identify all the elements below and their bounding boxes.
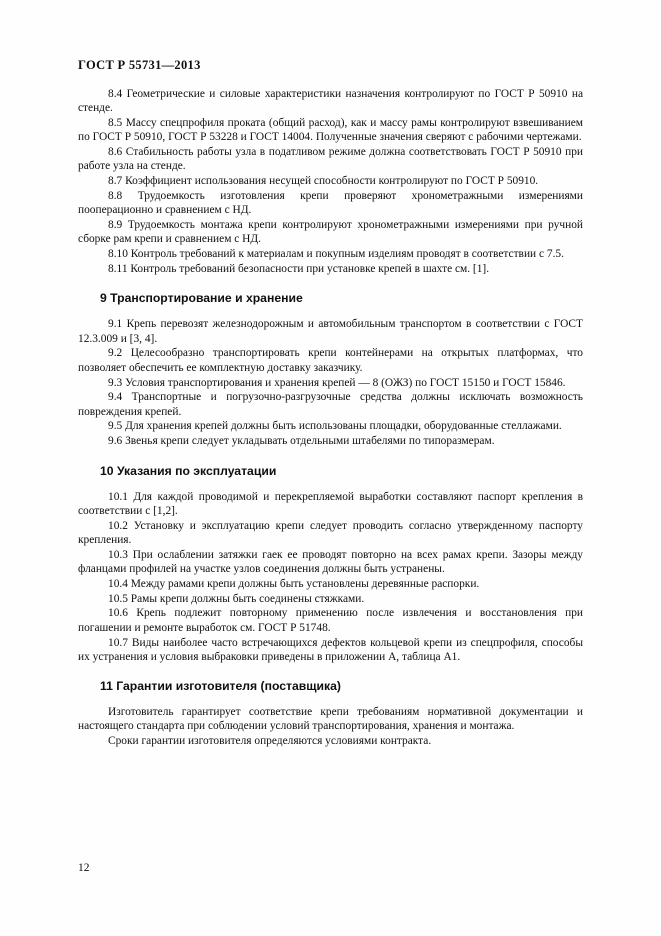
paragraph-11-2: Сроки гарантии изготовителя определяются условиями контракта. (108, 735, 432, 748)
page-content (78, 58, 583, 750)
section-11-body (78, 705, 583, 748)
clause-9-5: 9.5 Для хранения крепей должны быть использованы площадки, оборудованные стеллажами. (108, 420, 562, 433)
paragraph-11-1: Изготовитель гарантирует соответствие крепи требованиям нормативной документации и настоящего стандарта при соблюдении условий транспортирования, хранения и монтажа. (78, 706, 583, 733)
section-title-11: 11 Гарантии изготовителя (поставщика) (100, 679, 341, 694)
section-title-9: 9 Транспортирование и хранение (100, 291, 303, 306)
clause-9-2: 9.2 Целесообразно транспортировать крепи контейнерами на открытых платформах, что позволяет обеспечить ее комплектную доставку заказчику. (78, 347, 583, 374)
clause-8-5: 8.5 Массу спецпрофиля проката (общий расход), как и массу рамы контролируют взвешиванием по ГОСТ Р 50910, ГОСТ Р 53228 и ГОСТ 14004. Полученные значения сверяют с рабочими чертежами. (78, 117, 583, 144)
clause-10-6: 10.6 Крепь подлежит повторному применению после извлечения и восстановления при погашении и ремонте выработок см. ГОСТ Р 51748. (78, 607, 583, 634)
clause-8-8: 8.8 Трудоемкость изготовления крепи проверяют хронометражными измерениями пооперационно и сравнением с НД. (78, 190, 583, 217)
clause-10-3: 10.3 При ослаблении затяжки гаек ее проводят повторно на всех рамах крепи. Зазоры между фланцами профилей на участке узлов соединения должны быть устранены. (78, 548, 583, 576)
document-header: ГОСТ Р 55731—2013 (78, 58, 201, 72)
clause-8-9: 8.9 Трудоемкость монтажа крепи контролируют хронометражными измерениями при ручной сборке рам крепи и сравнением с НД. (78, 219, 583, 246)
section-title-10: 10 Указания по эксплуатации (100, 463, 277, 478)
clause-9-6: 9.6 Звенья крепи следует укладывать отдельными штабелями по типоразмерам. (108, 435, 495, 448)
page-number: 12 (78, 862, 90, 874)
clause-8-7: 8.7 Коэффициент использования несущей способности контролируют по ГОСТ Р 50910. (108, 175, 539, 188)
clause-10-7: 10.7 Виды наиболее часто встречающихся дефектов кольцевой крепи из спецпрофиля, способы их устранения и условия выбраковки приведены в приложении А, таблица А1. (78, 636, 583, 663)
clause-8-10: 8.10 Контроль требований к материалам и покупным изделиям проводят в соответствии с 7.5. (108, 248, 564, 261)
clause-group-10 (78, 490, 583, 665)
clause-9-4: 9.4 Транспортные и погрузочно-разгрузочные средства должны исключать возможность повреждения крепей. (78, 391, 583, 418)
clause-10-5: 10.5 Рамы крепи должны быть соединены стяжками. (108, 592, 365, 605)
clause-10-2: 10.2 Установку и эксплуатацию крепи следует проводить согласно утвержденному паспорту крепления. (78, 519, 583, 546)
clause-10-4: 10.4 Между рамами крепи должны быть установлены деревянные распорки. (108, 577, 480, 590)
clause-9-3: 9.3 Условия транспортирования и хранения крепей — 8 (ОЖЗ) по ГОСТ 15150 и ГОСТ 15846. (108, 376, 566, 389)
clause-8-6: 8.6 Стабильность работы узла в податливом режиме должна соответствовать ГОСТ Р 50910 при работе узла на стенде. (78, 146, 583, 173)
clause-8-4: 8.4 Геометрические и силовые характеристики назначения контролируют по ГОСТ Р 50910 на стенде. (78, 88, 583, 115)
clause-group-9 (78, 317, 583, 448)
clause-8-11: 8.11 Контроль требований безопасности при установке крепей в шахте см. [1]. (108, 263, 490, 276)
clause-group-8 (78, 87, 583, 276)
clause-9-1: 9.1 Крепь перевозят железнодорожным и автомобильным транспортом в соответствии с ГОСТ 12.3.009 и [3, 4]. (78, 318, 583, 345)
clause-10-1: 10.1 Для каждой проводимой и перекрепляемой выработки составляют паспорт крепления в соответствии с [1,2]. (78, 490, 583, 517)
